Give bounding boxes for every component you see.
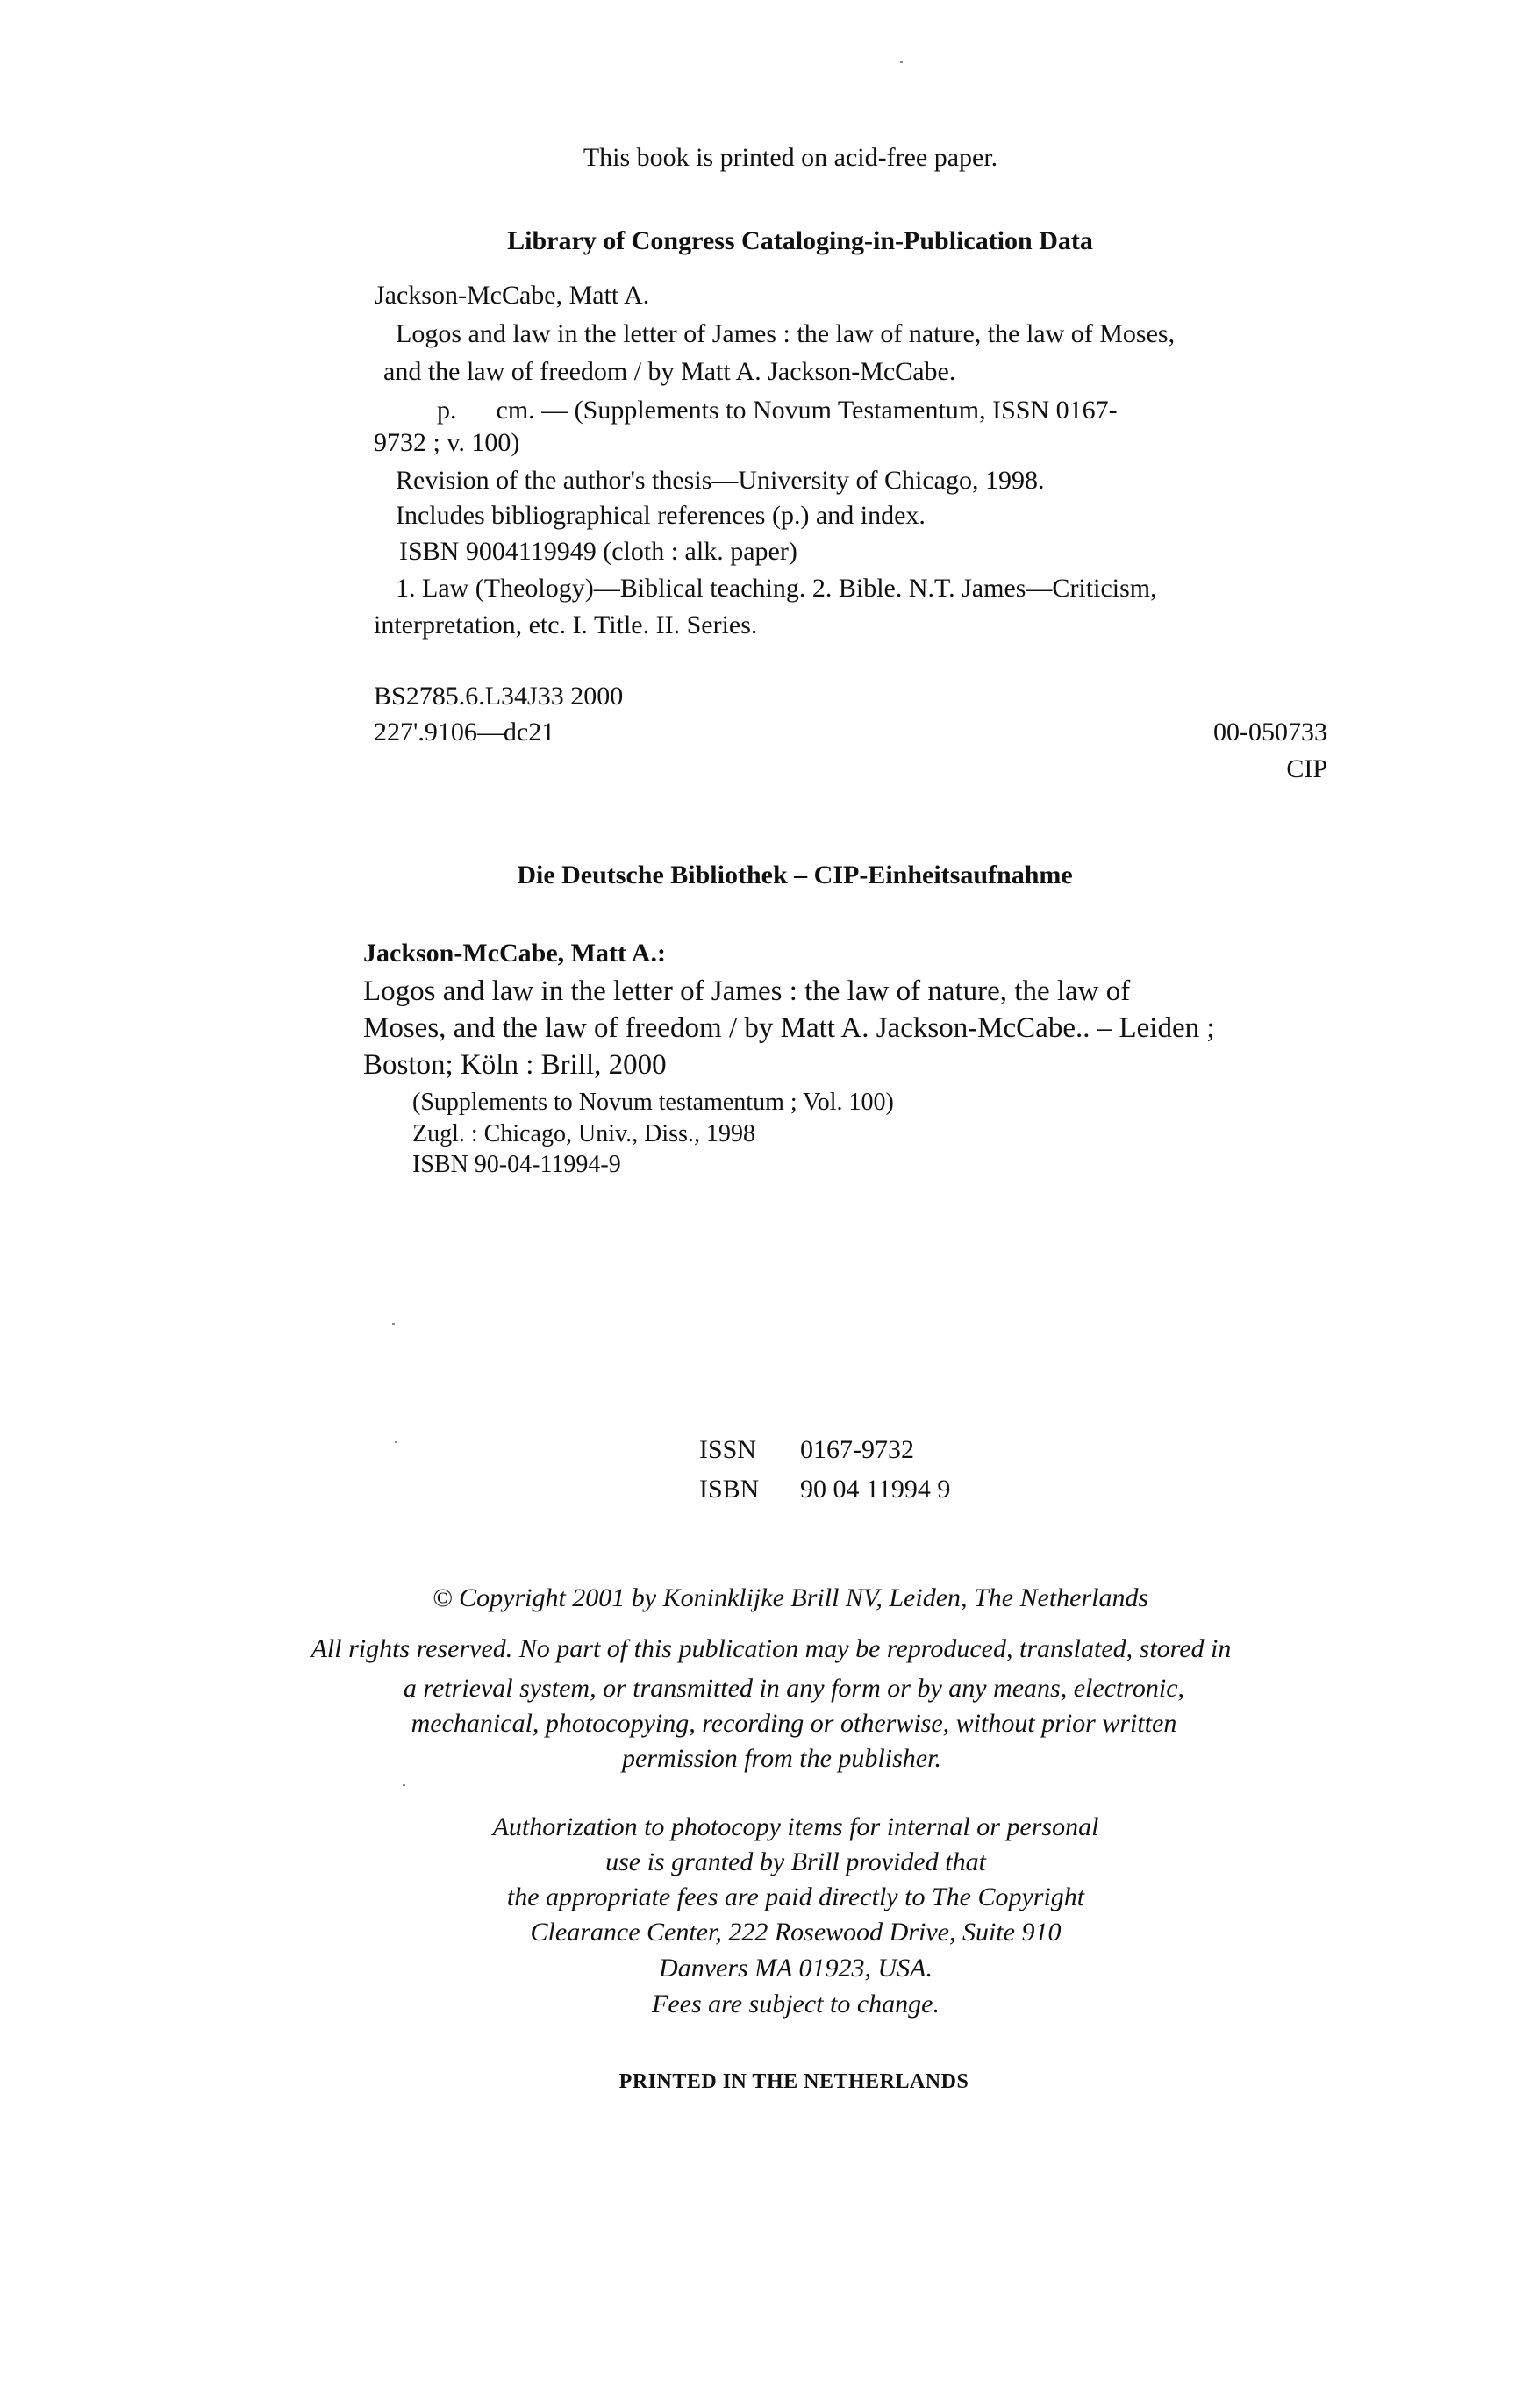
dnb-title-line: Logos and law in the letter of James : the law of nature, the law of (363, 975, 1131, 1007)
scan-speck (395, 1441, 397, 1443)
dnb-title-line: Moses, and the law of freedom / by Matt A. Jackson-McCabe.. – Leiden ; (363, 1012, 1215, 1044)
loc-dewey-number: 227'.9106—dc21 (374, 718, 555, 747)
rights-line: a retrieval system, or transmitted in any form or by any means, electronic, (403, 1674, 1185, 1703)
loc-call-number: BS2785.6.L34J33 2000 (374, 682, 624, 711)
loc-subjects-line: 1. Law (Theology)—Biblical teaching. 2. Bible. N.T. James—Criticism, (396, 574, 1157, 603)
authorization-line: Authorization to photocopy items for internal or personal (492, 1812, 1099, 1841)
authorization-line: use is granted by Brill provided that (605, 1847, 986, 1876)
isbn-label: ISBN (699, 1475, 760, 1504)
issn-label: ISSN (699, 1435, 757, 1464)
copyright-notice: © Copyright 2001 by Koninklijke Brill NV, Leiden, The Netherlands (432, 1583, 1149, 1612)
dnb-series: (Supplements to Novum testamentum ; Vol. 100) (412, 1089, 894, 1116)
loc-isbn-note: ISBN 9004119949 (cloth : alk. paper) (399, 537, 797, 566)
loc-thesis-note: Revision of the author's thesis—University of Chicago, 1998. (396, 466, 1045, 495)
loc-author: Jackson-McCabe, Matt A. (375, 281, 650, 310)
rights-line: All rights reserved. No part of this publication may be reproduced, translated, stored in (311, 1634, 1232, 1663)
issn-value: 0167-9732 (800, 1435, 914, 1464)
loc-heading: Library of Congress Cataloging-in-Publication Data (507, 226, 1093, 255)
dnb-title-line: Boston; Köln : Brill, 2000 (363, 1049, 667, 1081)
printed-in-note: PRINTED IN THE NETHERLANDS (618, 2070, 969, 2093)
dnb-thesis: Zugl. : Chicago, Univ., Diss., 1998 (412, 1120, 755, 1147)
dnb-isbn: ISBN 90-04-11994-9 (412, 1151, 621, 1178)
loc-lccn: 00-050733 (1213, 718, 1327, 747)
authorization-line: the appropriate fees are paid directly to The Copyright (506, 1883, 1085, 1911)
dnb-author: Jackson-McCabe, Matt A.: (363, 939, 666, 968)
authorization-line: Fees are subject to change. (652, 1990, 940, 2019)
loc-bibliography-note: Includes bibliographical references (p.) and index. (396, 501, 926, 530)
dnb-heading: Die Deutsche Bibliothek – CIP-Einheitsaufnahme (517, 861, 1073, 890)
scan-speck (392, 1323, 395, 1325)
isbn-value: 90 04 11994 9 (800, 1475, 951, 1504)
authorization-line: Clearance Center, 222 Rosewood Drive, Suite 910 (530, 1918, 1062, 1947)
acid-free-note: This book is printed on acid-free paper. (583, 143, 998, 172)
scan-speck (403, 1784, 405, 1786)
authorization-line: Danvers MA 01923, USA. (659, 1954, 933, 1983)
loc-subjects-line: interpretation, etc. I. Title. II. Series. (374, 611, 758, 640)
loc-title-line: Logos and law in the letter of James : the law of nature, the law of Moses, (396, 319, 1176, 348)
loc-cip-mark: CIP (1286, 754, 1327, 783)
scan-speck (900, 61, 903, 63)
rights-line: permission from the publisher. (622, 1744, 941, 1773)
loc-series-line: 9732 ; v. 100) (374, 428, 520, 457)
rights-line: mechanical, photocopying, recording or otherwise, without prior written (411, 1709, 1177, 1738)
loc-series-line: p. cm. — (Supplements to Novum Testamentum, ISSN 0167- (437, 396, 1118, 425)
loc-title-line: and the law of freedom / by Matt A. Jackson-McCabe. (383, 357, 956, 386)
